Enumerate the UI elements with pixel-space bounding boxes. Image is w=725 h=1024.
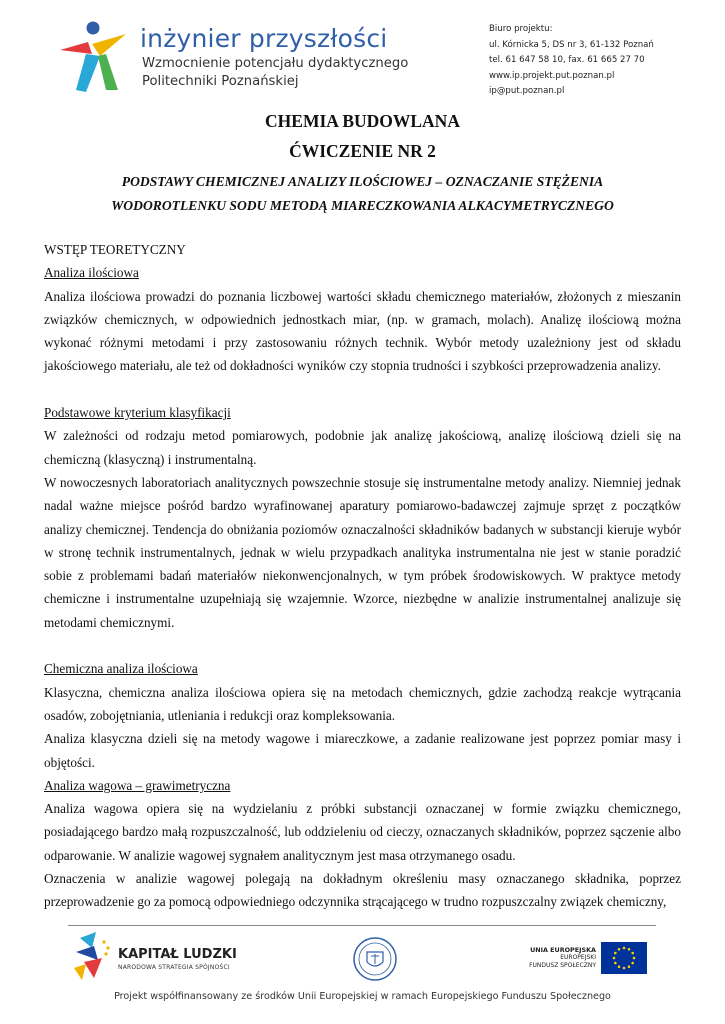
kapital-ludzki-title: KAPITAŁ LUDZKI	[118, 947, 237, 962]
paragraph-chemical-analysis: Klasyczna, chemiczna analiza ilościowa opiera się na metodach chemicznych, gdzie zachodzą reakcje wytrącania osadów, zobojętniania, utleniania i redukcji oraz kompleksowania.	[44, 684, 681, 723]
paragraph-classification: W zależności od rodzaju metod pomiarowych, podobnie jak analizę jakościową, analizę ilościową dzieli się na chemiczną (klasyczną) i instrumentalną.	[44, 428, 681, 467]
paragraph-quantitative-analysis: Analiza ilościowa prowadzi do poznania liczbowej wartości składu chemicznego materiałów, złożonych z mieszanin związków chemicznych, w odpowiednich jednostkach miar, (np. w gramach, molach). Analizę ilościową można wykonać różnymi metodami i przy zastosowaniu różnych technik. Wybór metody uzależniony jest od składu jakościowego materiału, ale też od dokładności wyników czy stopnia trudności i szybkości przeprowadzenia analizy.	[44, 288, 681, 374]
page-header	[0, 0, 725, 105]
contact-website: www.ip.projekt.put.poznan.pl	[489, 70, 615, 81]
section-heading-intro: WSTĘP TEORETYCZNY	[44, 242, 186, 257]
paragraph-gravimetric-determination: Oznaczenia w analizie wagowej polegają na dokładnym określeniu masy oznaczanego składnika, poprzez przeprowadzenie go za pomocą odpowiedniego odczynnika strącającego w trudno rozpuszczalny związek chemiczny,	[44, 871, 681, 910]
subheading-chemical-analysis: Chemiczna analiza ilościowa	[44, 661, 198, 677]
subtitle-line1: PODSTAWY CHEMICZNEJ ANALIZY ILOŚCIOWEJ – OZNACZANIE STĘŻENIA	[121, 174, 604, 189]
subtitle-line2: WODOROTLENKU SODU METODĄ MIARECZKOWANIA ALKACYMETRYCZNEGO	[111, 198, 614, 213]
footer-divider	[68, 925, 656, 926]
cofinancing-note: Projekt współfinansowany ze środków Unii Europejskiej w ramach Europejskiego Funduszu Społecznego	[114, 991, 611, 1002]
kapital-ludzki-subtitle: NARODOWA STRATEGIA SPÓJNOŚCI	[118, 964, 230, 971]
university-seal-icon	[352, 936, 398, 982]
exercise-subtitle	[0, 170, 725, 218]
course-title: CHEMIA BUDOWLANA	[265, 111, 460, 131]
eu-line2: EUROPEJSKI	[560, 954, 596, 961]
exercise-title: ĆWICZENIE NR 2	[289, 141, 436, 161]
project-office-contact	[489, 22, 654, 100]
subheading-classification: Podstawowe kryterium klasyfikacji	[44, 405, 231, 421]
contact-address: ul. Kórnicka 5, DS nr 3, 61-132 Poznań	[489, 39, 654, 50]
engineer-figure-logo-icon	[56, 20, 146, 92]
contact-email: ip@put.poznan.pl	[489, 86, 565, 97]
eu-flag-icon	[601, 942, 647, 974]
paragraph-classical-methods: Analiza klasyczna dzieli się na metody wagowe i miareczkowe, a zadanie realizowane jest poprzez pomiar masy i objętości.	[44, 731, 681, 770]
logo-subtitle-line1: Wzmocnienie potencjału dydaktycznego	[142, 56, 409, 71]
kapital-ludzki-logo-icon	[72, 932, 114, 980]
subheading-quantitative-analysis: Analiza ilościowa	[44, 265, 139, 281]
contact-phone: tel. 61 647 58 10, fax. 61 665 27 70	[489, 55, 645, 66]
eu-line3: FUNDUSZ SPOŁECZNY	[529, 962, 596, 969]
document-body	[44, 238, 681, 914]
subheading-gravimetric: Analiza wagowa – grawimetryczna	[44, 777, 231, 793]
contact-heading: Biuro projektu:	[489, 24, 553, 34]
spacer	[44, 378, 681, 401]
spacer	[44, 634, 681, 657]
document-titles	[0, 108, 725, 218]
eu-line1: UNIA EUROPEJSKA	[530, 946, 596, 954]
logo-subtitle-line2: Politechniki Poznańskiej	[142, 74, 299, 89]
paragraph-gravimetric: Analiza wagowa opiera się na wydzielaniu z próbki substancji oznaczanej w formie związku chemicznego, posiadającego bardzo małą rozpuszczalność, lub oddzieleniu od cieczy, oznaczanych składników, poprzez sączenie albo odparowanie. W analizie wagowej sygnałem analitycznym jest masa otrzymanego osadu.	[44, 801, 681, 863]
logo-title: inżynier przyszłości	[140, 24, 388, 53]
paragraph-instrumental: W nowoczesnych laboratoriach analitycznych powszechnie stosuje się instrumentalne metody analizy. Niemniej jednak nadal ważne miejsce pośród bardzo wyrafinowanej aparatury pomiarowo-badawczej zajmuje sprzęt z początków analizy chemicznej. Tendencja do obniżania poziomów oznaczalności składników badanych w substancji kieruje wybór w stronę technik instrumentalnych, jednak w wielu przypadkach analityka instrumentalna nie jest w stanie poradzić sobie z problemami badań materiałów niekonwencjonalnych, w tym próbek środowiskowych. W praktyce metody chemiczne i instrumentalne uzupełniają się wzajemnie. Wzorce, niezbędne w analizie instrumentalnej analizuje się metodami chemicznymi.	[44, 474, 681, 630]
eu-text-block	[490, 946, 596, 970]
